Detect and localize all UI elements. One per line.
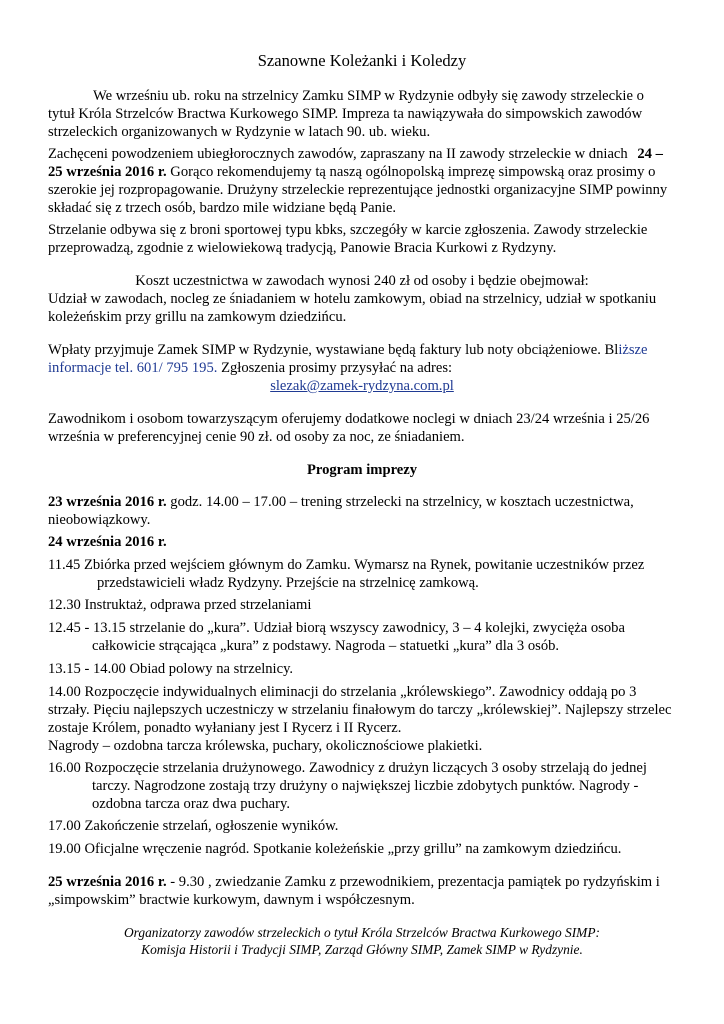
day24-item-2: 12.30 Instruktaż, odprawa przed strzelaniami [48,597,312,613]
payment-line-2 [48,360,678,378]
day24-item-3-line-2: całkowicie strącająca „kura” z podstawy. Nagroda – statuetki „kura” dla 3 osób. [92,638,560,654]
day24-item-6-line-3: ozdobna tarcza oraz dwa puchary. [92,796,290,812]
payment-email-line [0,378,724,396]
day24-item-3-line-1: 12.45 - 13.15 strzelanie do „kura”. Udział biorą wszyscy zawodnicy, 3 – 4 kolejki, zwycięża osoba [48,620,625,636]
day24-item-8: 19.00 Oficjalne wręczenie nagród. Spotkanie koleżeńskie „przy grillu” na zamkowym dziedzińcu. [48,841,622,857]
day23-date: 23 września 2016 r. [48,494,167,510]
cost-line-1: Koszt uczestnictwa w zawodach wynosi 240 zł od osoby i będzie obejmował: [135,273,589,289]
day25-line-2: „simpowskim” bractwie kurkowym, dawnym i współczesnym. [48,892,415,908]
invite-line-3: szerokie jej rozpropagowanie. Drużyny strzeleckie reprezentujące jednostki organizacyjne SIMP powinny [48,182,668,198]
lodging-line-1: Zawodnikom i osobom towarzyszącym oferujemy dodatkowe noclegi w dniach 23/24 września i 25/26 [48,411,650,427]
invite-date-end: 25 września 2016 r. [48,164,167,180]
day24-item-1-line-1: 11.45 Zbiórka przed wejściem głównym do Zamku. Wymarsz na Rynek, powitanie uczestników przez [48,557,645,573]
intro-line-1: We wrześniu ub. roku na strzelnicy Zamku SIMP w Rydzynie odbyły się zawody strzeleckie o [93,88,644,104]
payment-text: Wpłaty przyjmuje Zamek SIMP w Rydzynie, wystawiane będą faktury lub noty obciążeniowe. Bl [48,342,619,358]
shooting-line-1: Strzelanie odbywa się z broni sportowej typu kbks, szczegóły w karcie zgłoszenia. Zawody strzeleckie [48,222,648,238]
invite-text: Zachęceni powodzeniem ubiegłorocznych zawodów, zapraszany na II zawody strzeleckie w dniach [48,146,628,162]
cost-line-3: koleżeńskim przy grillu na zamkowym dziedzińcu. [48,309,347,325]
day24-item-5-line-4: Nagrody – ozdobna tarcza królewska, puchary, okolicznościowe plakietki. [48,738,483,754]
day23-line-2: nieobowiązkowy. [48,512,151,528]
page-title: Szanowne Koleżanki i Koledzy [257,51,467,70]
day24-item-4: 13.15 - 14.00 Obiad polowy na strzelnicy. [48,661,294,677]
footer-line-1: Organizatorzy zawodów strzeleckich o tytuł Króla Strzelców Bractwa Kurkowego SIMP: [124,925,600,940]
cost-line-2: Udział w zawodach, nocleg ze śniadaniem w hotelu zamkowym, obiad na strzelnicy, udział w spotkaniu [48,291,657,307]
invite-text-2: Gorąco rekomendujemy tą naszą ogólnopolską imprezę simpowską oraz prosimy o [166,164,656,180]
day24-item-6-line-2: tarczy. Nagrodzone zostają trzy drużyny o największej liczbie zdobytych punktów. Nagrody - [92,778,639,794]
intro-line-2: tytuł Króla Strzelców Bractwa Kurkowego SIMP. Impreza ta nawiązywała do simpowskich zawodów [48,106,643,122]
day24-item-5-line-2: strzały. Pięciu najlepszych uczestniczy w strzelaniu finałowym do tarczy „królewskiej”. Najlepszy strzelec [48,702,672,718]
day24-item-5-line-1: 14.00 Rozpoczęcie indywidualnych eliminacji do strzelania „królewskiego”. Zawodnicy oddają po 3 [48,684,637,700]
invite-line-2 [48,164,678,182]
day24-date: 24 września 2016 r. [48,534,167,550]
payment-info-start: iższe [618,342,648,358]
invite-line-4: składać się z trzech osób, bardzo mile widziane będą Panie. [48,200,397,216]
payment-line-1 [48,342,678,360]
day24-item-7: 17.00 Zakończenie strzelań, ogłoszenie wyników. [48,818,339,834]
intro-line-3: strzeleckich organizowanych w Rydzynie w latach 90. ub. wieku. [48,124,431,140]
day25-date: 25 września 2016 r. [48,874,167,890]
payment-phone: informacje tel. 601/ 795 195. [48,360,218,376]
day24-item-5-line-3: zostaje Królem, ponadto wyłaniany jest I Rycerz i II Rycerz. [48,720,402,736]
day23-text: godz. 14.00 – 17.00 – trening strzelecki na strzelnicy, w kosztach uczestnictwa, [166,494,634,510]
day25-text: - 9.30 , zwiedzanie Zamku z przewodnikiem, prezentacja pamiątek po rydzyńskim i [166,874,660,890]
email-link[interactable]: slezak@zamek-rydzyna.com.pl [270,378,454,394]
invite-date-start: 24 – [637,146,663,162]
lodging-line-2: września w preferencyjnej cenie 90 zł. od osoby za noc, ze śniadaniem. [48,429,465,445]
footer-line-2: Komisja Historii i Tradycji SIMP, Zarząd Główny SIMP, Zamek SIMP w Rydzynie. [141,942,583,957]
program-title: Program imprezy [306,462,418,478]
invite-line-1 [48,146,678,164]
payment-text-2: Zgłoszenia prosimy przysyłać na adres: [217,360,453,376]
day24-item-1-line-2: przedstawicieli władz Rydzyny. Przejście na strzelnicę zamkową. [97,575,479,591]
shooting-line-2: przeprowadzą, zgodnie z wielowiekową tradycją, Panowie Bracia Kurkowi z Rydzyny. [48,240,557,256]
day23-line-1 [48,494,678,512]
day25-line-1 [48,874,678,892]
day24-item-6-line-1: 16.00 Rozpoczęcie strzelania drużynowego. Zawodnicy z drużyn liczących 3 osoby strzelają do jednej [48,760,647,776]
